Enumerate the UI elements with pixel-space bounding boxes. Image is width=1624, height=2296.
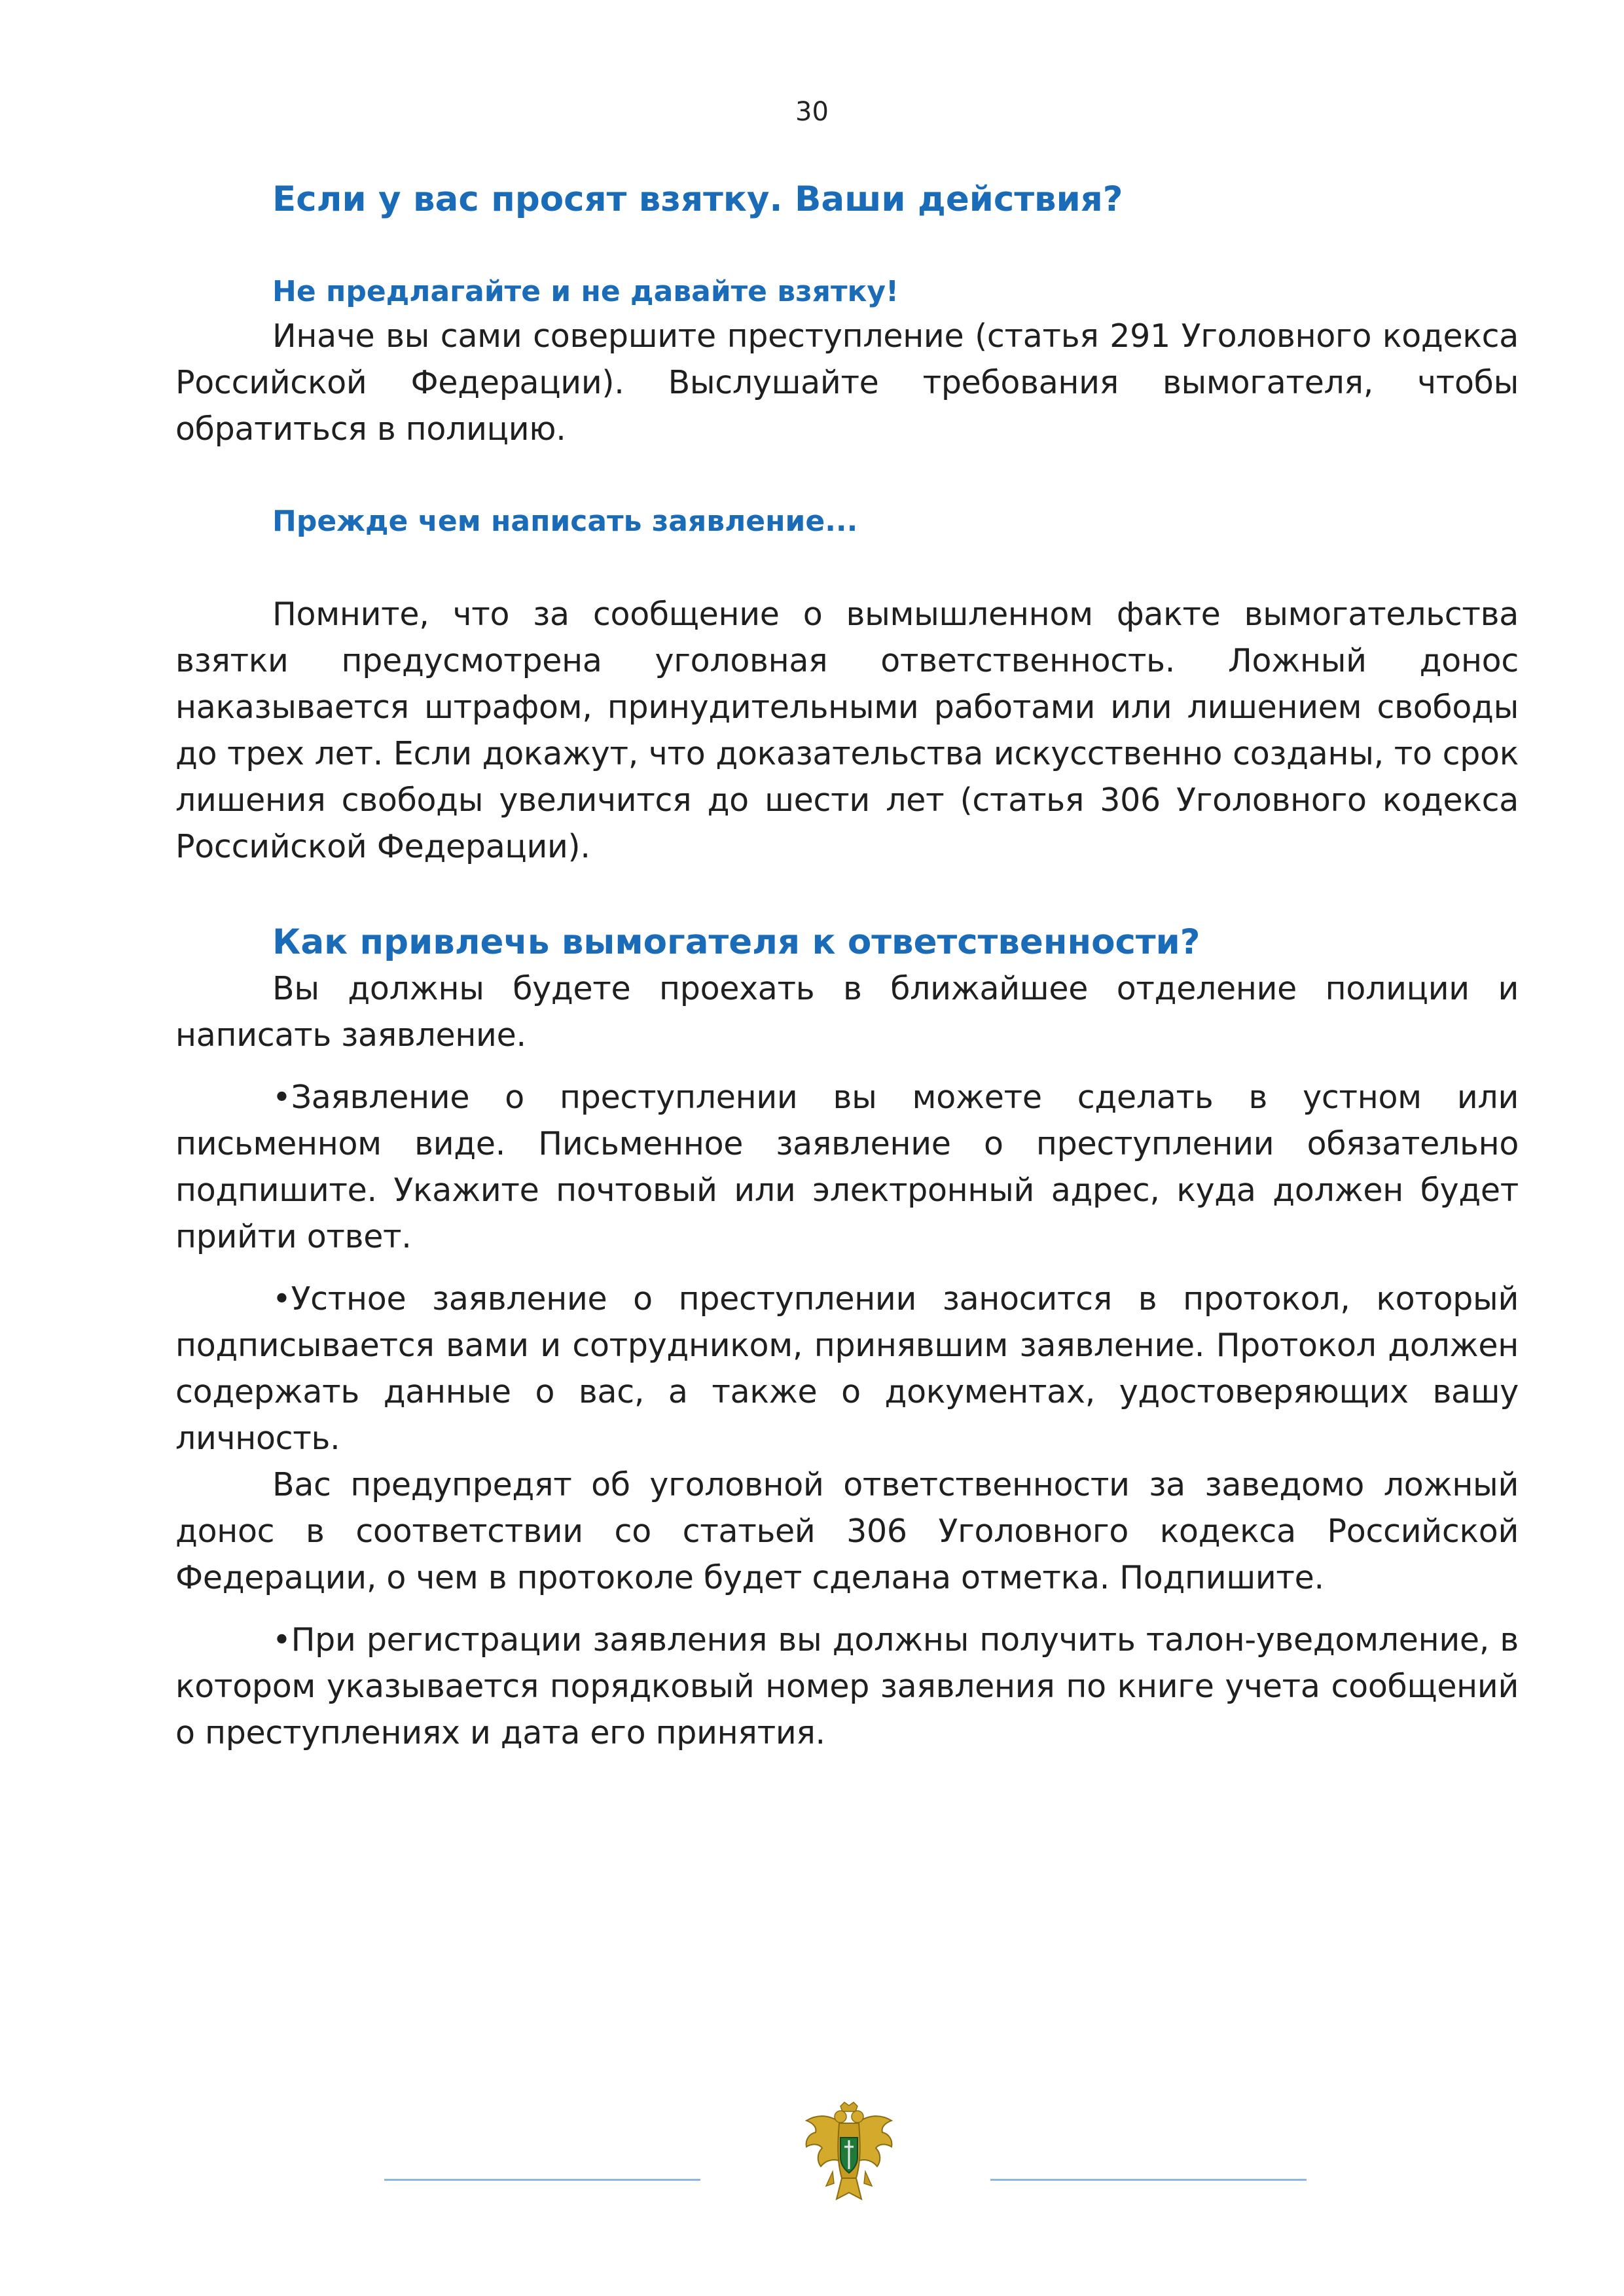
page-footer: [0, 2101, 1624, 2206]
paragraph-crime-warning: Иначе вы сами совершите преступление (статья 291 Уголовного кодекса Российской Федерации). Выслушайте требования вымогателя, чтобы обратиться в полицию.: [175, 317, 1519, 448]
paragraph-false-report-liability: Помните, что за сообщение о вымышленном факте вымогательства взятки предусмотрена уголовная ответственность. Ложный донос наказывается штрафом, принудительными работами или лишением свободы до трех лет. Если докажут, что доказательства искусственно созданы, то срок лишения свободы увеличится до шести лет (статья 306 Уголовного кодекса Российской Федерации).: [175, 596, 1519, 865]
paragraph-go-to-police: Вы должны будете проехать в ближайшее отделение полиции и написать заявление.: [175, 970, 1519, 1054]
section-title-bribe-actions: Если у вас просят взятку. Ваши действия?: [272, 179, 1123, 219]
subheading-before-statement: Прежде чем написать заявление...: [272, 505, 858, 538]
footer-divider-right: [990, 2179, 1307, 2181]
subheading-do-not-offer-bribe: Не предлагайте и не давайте взятку!: [272, 275, 899, 308]
prosecutor-emblem-icon: [800, 2101, 898, 2206]
section-title-hold-extortioner: Как привлечь вымогателя к ответственности?: [272, 922, 1200, 962]
page-content: [175, 177, 1519, 1756]
bullet-registration-ticket: •При регистрации заявления вы должны получить талон-уведомление, в котором указывается порядковый номер заявления по книге учета сообщений о преступлениях и дата его принятия.: [175, 1621, 1519, 1751]
page-number: 30: [795, 97, 829, 127]
footer-divider-left: [384, 2179, 700, 2181]
bullet-written-oral-statement: •Заявление о преступлении вы можете сделать в устном или письменном виде. Письменное заявление о преступлении обязательно подпишите. Укажите почтовый или электронный адрес, куда должен будет прийти ответ.: [175, 1079, 1519, 1255]
paragraph-liability-warning: Вас предупредят об уголовной ответственности за заведомо ложный донос в соответствии со статьей 306 Уголовного кодекса Российской Федерации, о чем в протоколе будет сделана отметка. Подпишите.: [175, 1466, 1519, 1596]
bullet-oral-statement-protocol: •Устное заявление о преступлении заносится в протокол, который подписывается вами и сотрудником, принявшим заявление. Протокол должен содержать данные о вас, а также о документах, удостоверяющих вашу личность.: [175, 1280, 1519, 1457]
